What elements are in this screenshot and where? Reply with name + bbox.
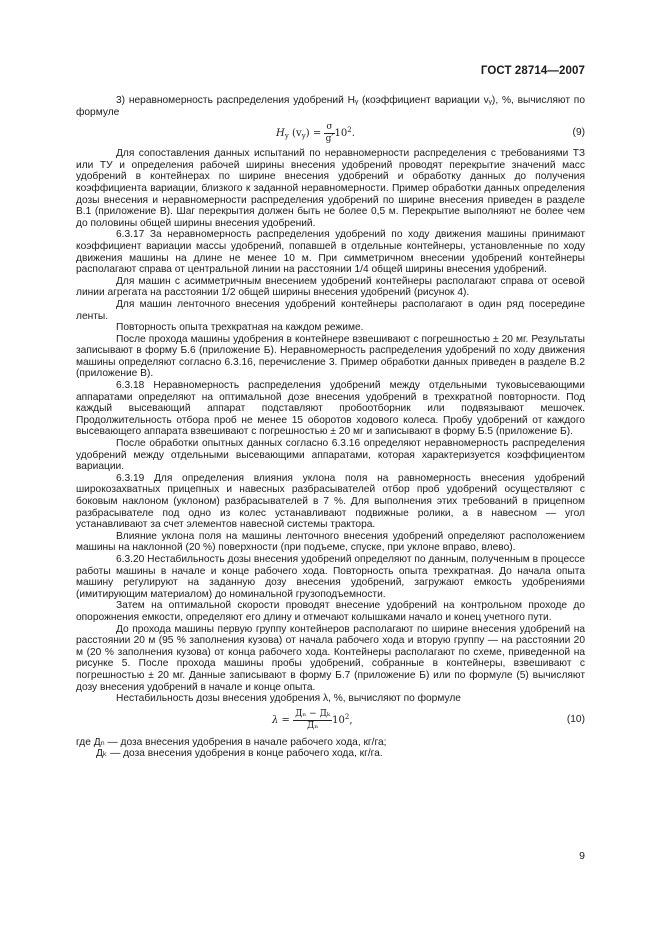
paragraph: Влияние уклона поля на машины ленточного внесения удобрений определяют расположением машины на наклонной (20 %) поверхности (при подъеме, спуске, при уклоне вправо, влево). <box>76 530 585 554</box>
formula-9 <box>76 118 585 148</box>
paragraph: После прохода машины удобрения в контейнере взвешивают с погрешностью ± 20 мг. Результаты записывают в форму Б.6 (приложение Б). Неравномерность распределения удобрений по ходу движения машины определяют согласно 6.3.16, перечисление 3. Пример обработки данных приведен в разделе В.2 (приложение В). <box>76 333 585 380</box>
paragraph: После обработки опытных данных согласно 6.3.16 определяют неравномерность распределения удобрений между отдельными высевающими аппаратами, которая характеризуется коэффициентом вариации. <box>76 438 585 473</box>
definitions <box>76 737 585 760</box>
paragraph: Для машин ленточного внесения удобрений контейнеры располагают в один ряд посередине ленты. <box>76 298 585 322</box>
formula-10-number: (10) <box>566 713 585 725</box>
paragraph: Затем на оптимальной скорости проводят внесение удобрений на контрольном проходе до опорожнения емкости, определяют его длину и отмечают колышками начало и конец учетного пути. <box>76 600 585 623</box>
formula-9-expression: $H_у$ $(v_у)$ = $\frac{\sigma}{g'}$ $10^2$. <box>276 122 355 145</box>
formula-9-fraction: $\frac{\sigma}{g'}$ <box>325 122 334 145</box>
formula-10 <box>76 705 585 737</box>
paragraph: 6.3.19 Для определения влияния уклона поля на равномерность внесения удобрений широкозахватных прицепных и навесных разбрасывателей отбор проб удобрений осуществляют с боковым наклоном (уклоном) разбрасывателей в 7 %. Для выполнения этих требований в прицепном разбрасывателе под одно из колес устанавливают подвижные ролики, а в навесном — угол устанавливают за счет элементов навесной системы трактора. <box>76 472 585 531</box>
formula-9-number: (9) <box>572 127 585 139</box>
paragraph: До прохода машины первую группу контейнеров располагают по ширине внесения удобрений на расстоянии 20 м (95 % заполнения кузова) от начала рабочего хода и вторую группу — на расстоянии 20 м (20 % заполнения кузова) от конца рабочего хода. Контейнеры располагают по схеме, приведенной на рисунке 5. После прохода машины пробы удобрений, собранные в контейнеры, взвешивают с погрешностью ± 20 мг. Данные записывают в форму Б.7 (приложение Б) или по формуле (5) вычисляют дозу внесения удобрений в начале и конце опыта. <box>76 623 585 693</box>
paragraph: 6.3.20 Нестабильность дозы внесения удобрений определяют по данным, полученным в процессе работы машины в начале и конце рабочего хода. Повторность опыта трехкратная. До начала опыта машину регулируют на заданную дозу внесения удобрений, загружают емкость удобрениями (имитирующим материалом) до номинальной грузоподъемности. <box>76 553 585 600</box>
paragraph: Для машин с асимметричным внесением удобрений контейнеры располагают справа от осевой линии агрегата на расстоянии 1/2 общей ширины внесения удобрений (рисунок 4). <box>76 275 585 299</box>
paragraph: Нестабильность дозы внесения удобрения λ, %, вычисляют по формуле <box>116 693 461 705</box>
paragraph: Повторность опыта трехкратная на каждом режиме. <box>116 322 364 334</box>
item-3-text: 3) неравномерность распределения удобрений Hᵧ (коэффициент вариации vᵧ), %, вычисляют по формуле <box>76 95 585 118</box>
paragraph: Для сопоставления данных испытаний по неравномерности распределения с требованиями ТЗ или ТУ и определения рабочей ширины внесения удобрений проводят перекрытие значений масс удобрений в контейнерах по ширине внесения удобрений и обработку данных до получения коэффициента вариации, близкого к заданной неравномерности. Пример обработки данных определения дозы внесения и неравномерности распределения удобрений по ширине внесения приведен в разделе В.1 (приложение В). Шаг перекрытия должен быть не более 0,5 м. Перекрытие выполняют не более чем до половины общей ширины внесения удобрений. <box>76 148 585 229</box>
formula-10-expression: λ = $\frac{\text{Дₙ − Дₖ}}{\text{Дₙ}}$ $10^2$, <box>272 708 353 731</box>
definition-line: где Дₙ — доза внесения удобрения в начале рабочего хода, кг/га; <box>76 736 387 748</box>
formula-10-fraction: $\frac{\text{Дₙ − Дₖ}}{\text{Дₙ}}$ <box>295 708 331 731</box>
paragraph: 6.3.17 За неравномерность распределения удобрений по ходу движения машины принимают коэффициент вариации массы удобрений, попавшей в отдельные контейнеры, установленные по ходу движения машины на длине не менее 10 м. При симметричном внесении удобрений контейнеры располагают справа от центральной линии на расстоянии 1/4 общей ширины внесения удобрений. <box>76 229 585 276</box>
page-body <box>76 95 585 760</box>
page-number: 9 <box>579 850 585 862</box>
document-header: ГОСТ 28714—2007 <box>480 65 585 77</box>
definition-line: Дₖ — доза внесения удобрения в конце рабочего хода, кг/га. <box>96 748 383 760</box>
paragraph: 6.3.18 Неравномерность распределения удобрений между отдельными туковысевающими аппаратами определяют на оптимальной дозе внесения удобрений в трехкратной повторности. Под каждый высевающий аппарат подставляют пробоотборник или подвязывают мешочек. Продолжительность отбора проб не менее 15 оборотов ходового колеса. Пробу удобрений от каждого высевающего аппарата взвешивают с погрешностью ± 20 мг и записывают в форму Б.5 (приложение Б). <box>76 380 585 438</box>
